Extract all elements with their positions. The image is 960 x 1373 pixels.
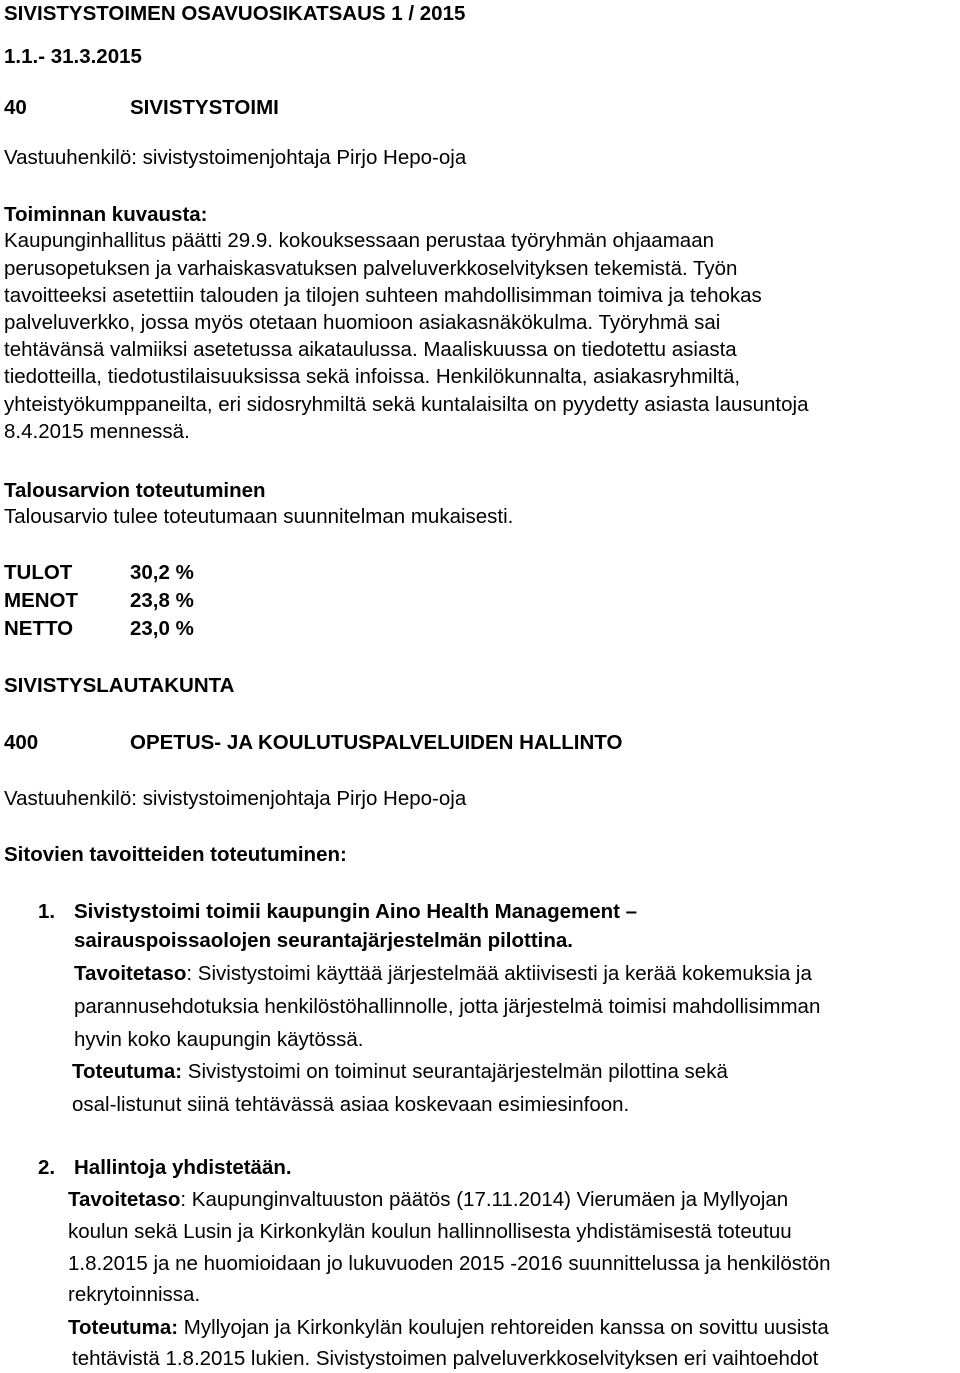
unit-name: OPETUS- JA KOULUTUSPALVELUIDEN HALLINTO bbox=[130, 731, 623, 754]
budget-label: NETTO bbox=[4, 617, 74, 640]
unit-responsible: Vastuuhenkilö: sivistystoimenjohtaja Pirjo Hepo-oja bbox=[4, 787, 467, 810]
budget-row-expenses bbox=[4, 589, 194, 613]
unit-heading bbox=[4, 731, 623, 755]
goals-heading: Sitovien tavoitteiden toteutuminen: bbox=[4, 843, 347, 866]
activity-line: yhteistyökumppaneilta, eri sidosryhmiltä sekä kuntalaisilta on pyydetty asiasta lausuntoja bbox=[4, 393, 809, 416]
budget-value: 23,0 % bbox=[130, 617, 194, 640]
activity-line: tavoitteeksi asetettiin talouden ja tilojen suhteen mahdollisimman toimiva ja tehokas bbox=[4, 284, 762, 307]
budget-value: 30,2 % bbox=[130, 561, 194, 584]
goal-target-line: parannusehdotuksia henkilöstöhallinnolle, jotta järjestelmä toimisi mahdollisimman bbox=[74, 995, 821, 1018]
result-text: Myllyojan ja Kirkonkylän koulujen rehtoreiden kanssa on sovittu uusista bbox=[178, 1316, 829, 1339]
activity-line: palveluverkko, jossa myös otetaan huomioon asiakasnäkökulma. Työryhmä sai bbox=[4, 311, 721, 334]
goal-title: Hallintoja yhdistetään. bbox=[74, 1156, 292, 1179]
budget-text: Talousarvio tulee toteutumaan suunnitelman mukaisesti. bbox=[4, 505, 514, 528]
goal-target-line: rekrytoinnissa. bbox=[68, 1283, 201, 1306]
goal-target bbox=[68, 1188, 788, 1212]
activity-heading: Toiminnan kuvausta: bbox=[4, 203, 208, 226]
activity-line: tiedotteilla, tiedotustilaisuuksissa sekä infoissa. Henkilökunnalta, asiakasryhmiltä, bbox=[4, 365, 741, 388]
activity-line: Kaupunginhallitus päätti 29.9. kokouksessaan perustaa työryhmän ohjaamaan bbox=[4, 229, 714, 252]
target-label: Tavoitetaso bbox=[74, 962, 187, 985]
result-label: Toteutuma: bbox=[68, 1316, 179, 1339]
section-code: 40 bbox=[4, 96, 27, 119]
report-period: 1.1.- 31.3.2015 bbox=[4, 45, 142, 68]
goal-number: 1. bbox=[38, 900, 56, 923]
unit-code: 400 bbox=[4, 731, 39, 754]
section-responsible: Vastuuhenkilö: sivistystoimenjohtaja Pirjo Hepo-oja bbox=[4, 146, 467, 169]
document-title: SIVISTYSTOIMEN OSAVUOSIKATSAUS 1 / 2015 bbox=[4, 2, 466, 25]
budget-row-income bbox=[4, 561, 194, 585]
goal-target bbox=[74, 962, 812, 986]
result-text: Sivistystoimi on toiminut seurantajärjestelmän pilottina sekä bbox=[182, 1060, 728, 1083]
activity-line: perusopetuksen ja varhaiskasvatuksen palveluverkkoselvityksen tekemistä. Työn bbox=[4, 257, 738, 280]
budget-heading: Talousarvion toteutuminen bbox=[4, 479, 266, 502]
goal-title: sairauspoissaolojen seurantajärjestelmän pilottina. bbox=[74, 929, 573, 952]
goal-target-line: 1.8.2015 ja ne huomioidaan jo lukuvuoden 2015 -2016 suunnittelussa ja henkilöstön bbox=[68, 1252, 831, 1275]
budget-label: MENOT bbox=[4, 589, 79, 612]
board-name: SIVISTYSLAUTAKUNTA bbox=[4, 674, 235, 697]
goal-result bbox=[72, 1060, 728, 1084]
budget-label: TULOT bbox=[4, 561, 73, 584]
result-label: Toteutuma: bbox=[72, 1060, 183, 1083]
target-label: Tavoitetaso bbox=[68, 1188, 181, 1211]
goal-result-line: tehtävistä 1.8.2015 lukien. Sivistystoimen palveluverkkoselvityksen eri vaihtoehdot bbox=[72, 1347, 819, 1370]
goal-number: 2. bbox=[38, 1156, 56, 1179]
goal-result-line: osal-listunut siinä tehtävässä asiaa koskevaan esimiesinfoon. bbox=[72, 1093, 630, 1116]
budget-value: 23,8 % bbox=[130, 589, 194, 612]
activity-line: 8.4.2015 mennessä. bbox=[4, 420, 190, 443]
section-name: SIVISTYSTOIMI bbox=[130, 96, 279, 119]
section-heading bbox=[4, 96, 279, 120]
activity-line: tehtävänsä valmiiksi asetetussa aikataulussa. Maaliskuussa on tiedotettu asiasta bbox=[4, 338, 737, 361]
target-text: : Kaupunginvaltuuston päätös (17.11.2014) Vierumäen ja Myllyojan bbox=[180, 1188, 789, 1211]
goal-title: Sivistystoimi toimii kaupungin Aino Health Management – bbox=[74, 900, 638, 923]
target-text: : Sivistystoimi käyttää järjestelmää aktiivisesti ja kerää kokemuksia ja bbox=[186, 962, 812, 985]
goal-target-line: koulun sekä Lusin ja Kirkonkylän koulun hallinnollisesta yhdistämisestä toteutuu bbox=[68, 1220, 792, 1243]
goal-result bbox=[68, 1316, 829, 1340]
goal-target-line: hyvin koko kaupungin käytössä. bbox=[74, 1028, 364, 1051]
budget-row-net bbox=[4, 617, 194, 641]
